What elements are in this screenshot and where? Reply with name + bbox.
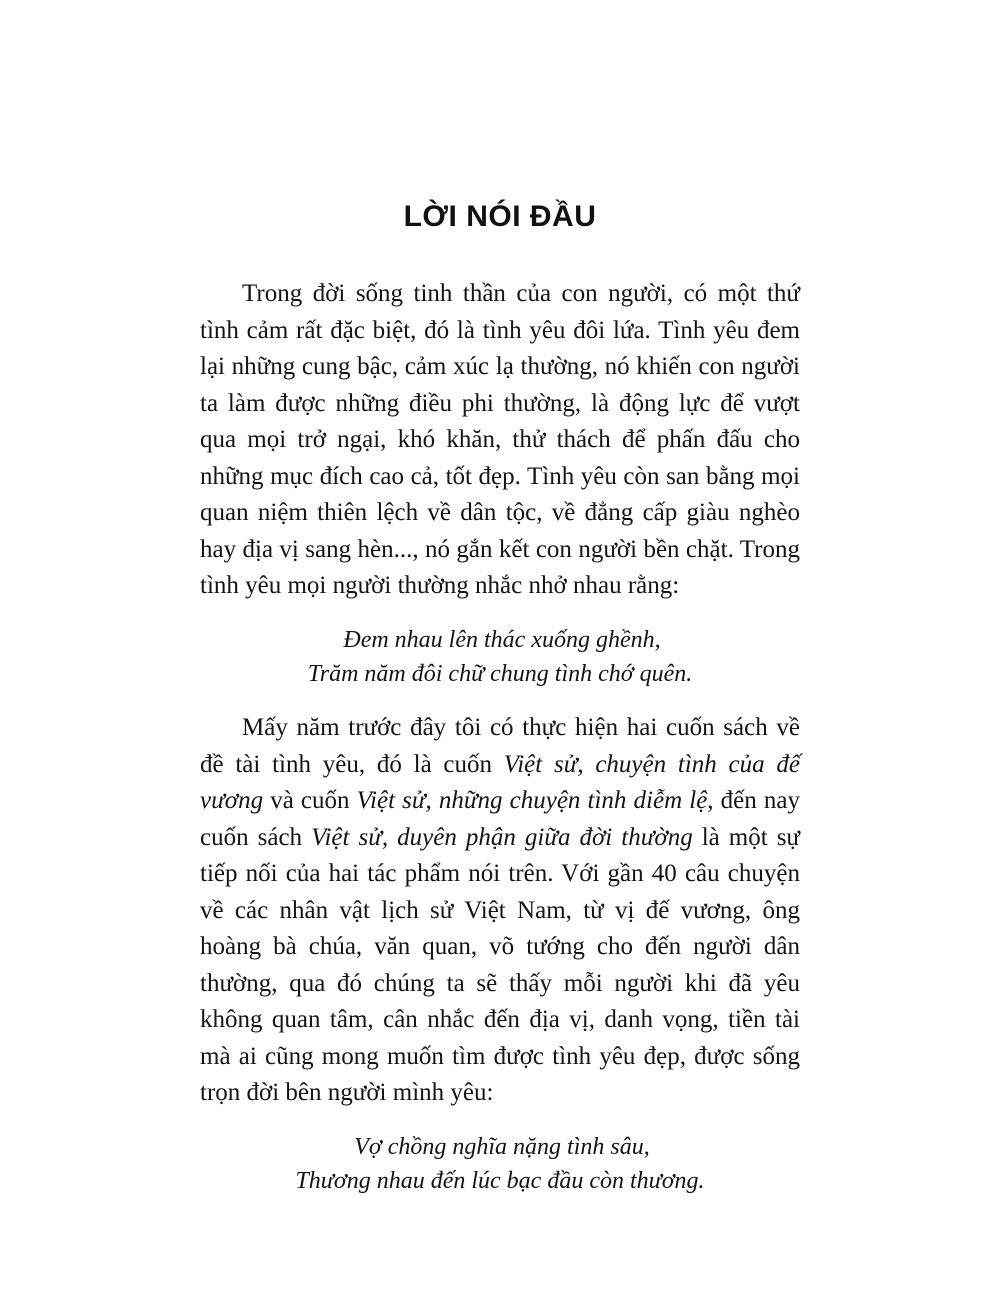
paragraph-intro: Trong đời sống tinh thần của con người, có một thứ tình cảm rất đặc biệt, đó là tình yêu đôi lứa. Tình yêu đem lại những cung bậc, cảm xúc lạ thường, nó khiến con người ta làm được những điều phi thường, là động lực để vượt qua mọi trở ngại, khó khăn, thử thách để phấn đấu cho những mục đích cao cả, tốt đẹp. Tình yêu còn san bằng mọi quan niệm thiên lệch về dân tộc, về đẳng cấp giàu nghèo hay địa vị sang hèn..., nó gắn kết con người bền chặt. Trong tình yêu mọi người thường nhắc nhở nhau rằng: xyxy=(200,280,800,599)
book-title-three: Việt sử, duyên phận giữa đời thường xyxy=(311,823,693,851)
verse-block-one xyxy=(200,623,800,693)
page-content xyxy=(200,200,800,1217)
paragraph-books-text-2: và cuốn xyxy=(263,787,357,815)
verse-block-two xyxy=(200,1130,800,1200)
page-title: LỜI NÓI ĐẦU xyxy=(403,200,597,233)
verse-line: Vợ chồng nghĩa nặng tình sâu, xyxy=(354,1133,650,1160)
paragraph-books-text-4: là một sự tiếp nối của hai tác phẩm nói trên. Với gần 40 câu chuyện về các nhân vật lịch sử Việt Nam, từ vị đế vương, ông hoàng bà chúa, văn quan, võ tướng cho đến người dân thường, qua đó chúng ta sẽ thấy mỗi người khi đã yêu không quan tâm, cân nhắc đến địa vị, danh vọng, tiền tài mà ai cũng mong muốn tìm được tình yêu đẹp, được sống trọn đời bên người mình yêu: xyxy=(200,823,800,1107)
verse-line: Đem nhau lên thác xuống ghềnh, xyxy=(343,626,661,653)
book-title-two: Việt sử, những chuyện tình diễm lệ xyxy=(356,787,708,815)
paragraph-books xyxy=(200,710,800,1112)
paragraph-books-text-3: , đến nay cuốn sách xyxy=(200,787,800,851)
paragraph-books-text-1: Mấy năm trước đây tôi có thực hiện hai cuốn sách về đề tài tình yêu, đó là cuốn xyxy=(200,714,800,778)
verse-line: Thương nhau đến lúc bạc đầu còn thương. xyxy=(295,1168,705,1195)
verse-line: Trăm năm đôi chữ chung tình chớ quên. xyxy=(307,661,693,688)
book-title-one: Việt sử, chuyện tình của đế vương xyxy=(200,750,800,815)
